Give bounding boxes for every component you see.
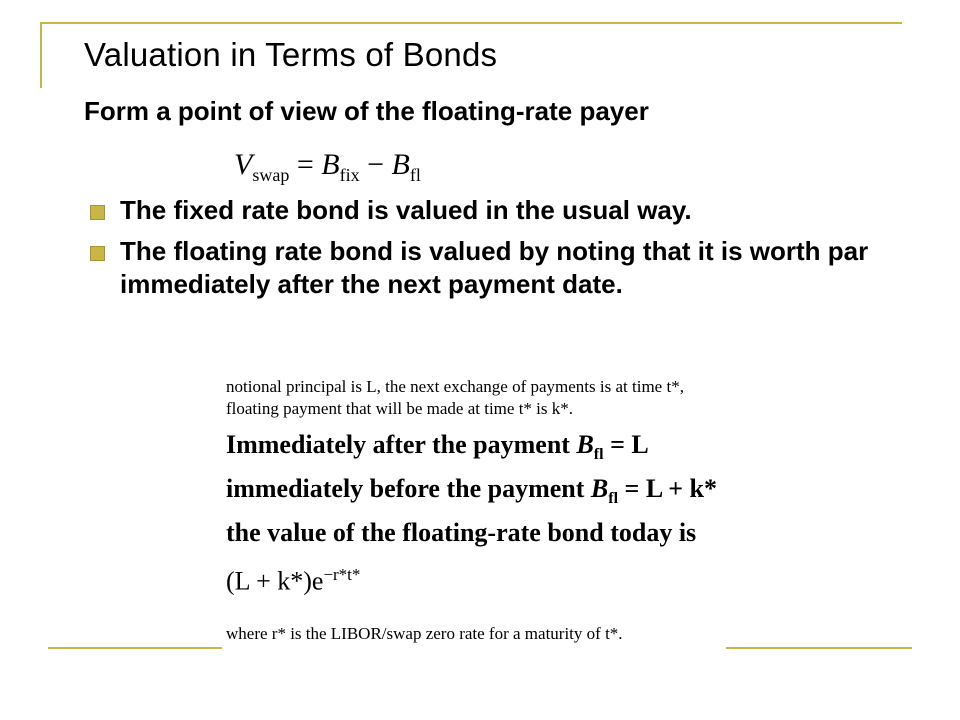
eq-equals: =: [289, 148, 322, 181]
excerpt-line-3-sub: fl: [593, 446, 604, 464]
excerpt-line-4-text: immediately before the payment: [226, 474, 591, 504]
eq-b2-sub: fl: [409, 165, 421, 185]
excerpt-line-2: floating payment that will be made at time t* is k*.: [226, 399, 574, 418]
bullet-text: The fixed rate bond is valued in the usual way.: [120, 195, 692, 225]
eq-b1-sub: fix: [339, 165, 360, 185]
eq-minus: −: [359, 148, 392, 181]
floating-bond-formula: [226, 558, 726, 599]
square-bullet-icon: [90, 205, 105, 220]
textbook-excerpt: [226, 376, 726, 645]
frame-top-line: [40, 22, 902, 24]
square-bullet-icon: [90, 246, 105, 261]
frame-bottom-left-line: [48, 647, 222, 649]
eq-v-sub: swap: [252, 165, 290, 185]
bullet-item: [90, 194, 890, 227]
excerpt-line-4-rhs: = L + k*: [618, 474, 718, 504]
eq-v: V: [234, 148, 253, 181]
formula-base: (L + k*)e: [226, 567, 324, 597]
excerpt-line-4-sub: fl: [608, 490, 619, 508]
bullet-list: [90, 194, 890, 309]
excerpt-line-6: where r* is the LIBOR/swap zero rate for a maturity of t*.: [226, 624, 623, 644]
excerpt-line-5: the value of the floating-rate bond today is: [226, 518, 697, 548]
excerpt-line-3-text: Immediately after the payment: [226, 430, 577, 459]
excerpt-line-4-b: B: [590, 474, 609, 504]
excerpt-line-3-b: B: [576, 430, 594, 459]
excerpt-line-3: [226, 428, 726, 472]
excerpt-line-1: notional principal is L, the next exchange of payments is at time t*,: [226, 377, 684, 396]
slide-subtitle: Form a point of view of the floating-rate payer: [84, 96, 649, 126]
excerpt-line-3-rhs: = L: [603, 430, 649, 459]
excerpt-line-4: [226, 472, 726, 516]
bullet-text: The floating rate bond is valued by noting that it is worth par immediately after the next payment date.: [120, 236, 869, 299]
frame-left-line: [40, 22, 42, 88]
slide-title: Valuation in Terms of Bonds: [84, 36, 498, 73]
formula-exponent: −r*t*: [323, 565, 361, 585]
eq-b1: B: [321, 148, 340, 181]
eq-b2: B: [391, 148, 410, 181]
frame-bottom-right-line: [726, 647, 912, 649]
swap-value-equation: [234, 148, 421, 186]
bullet-item: [90, 235, 890, 301]
